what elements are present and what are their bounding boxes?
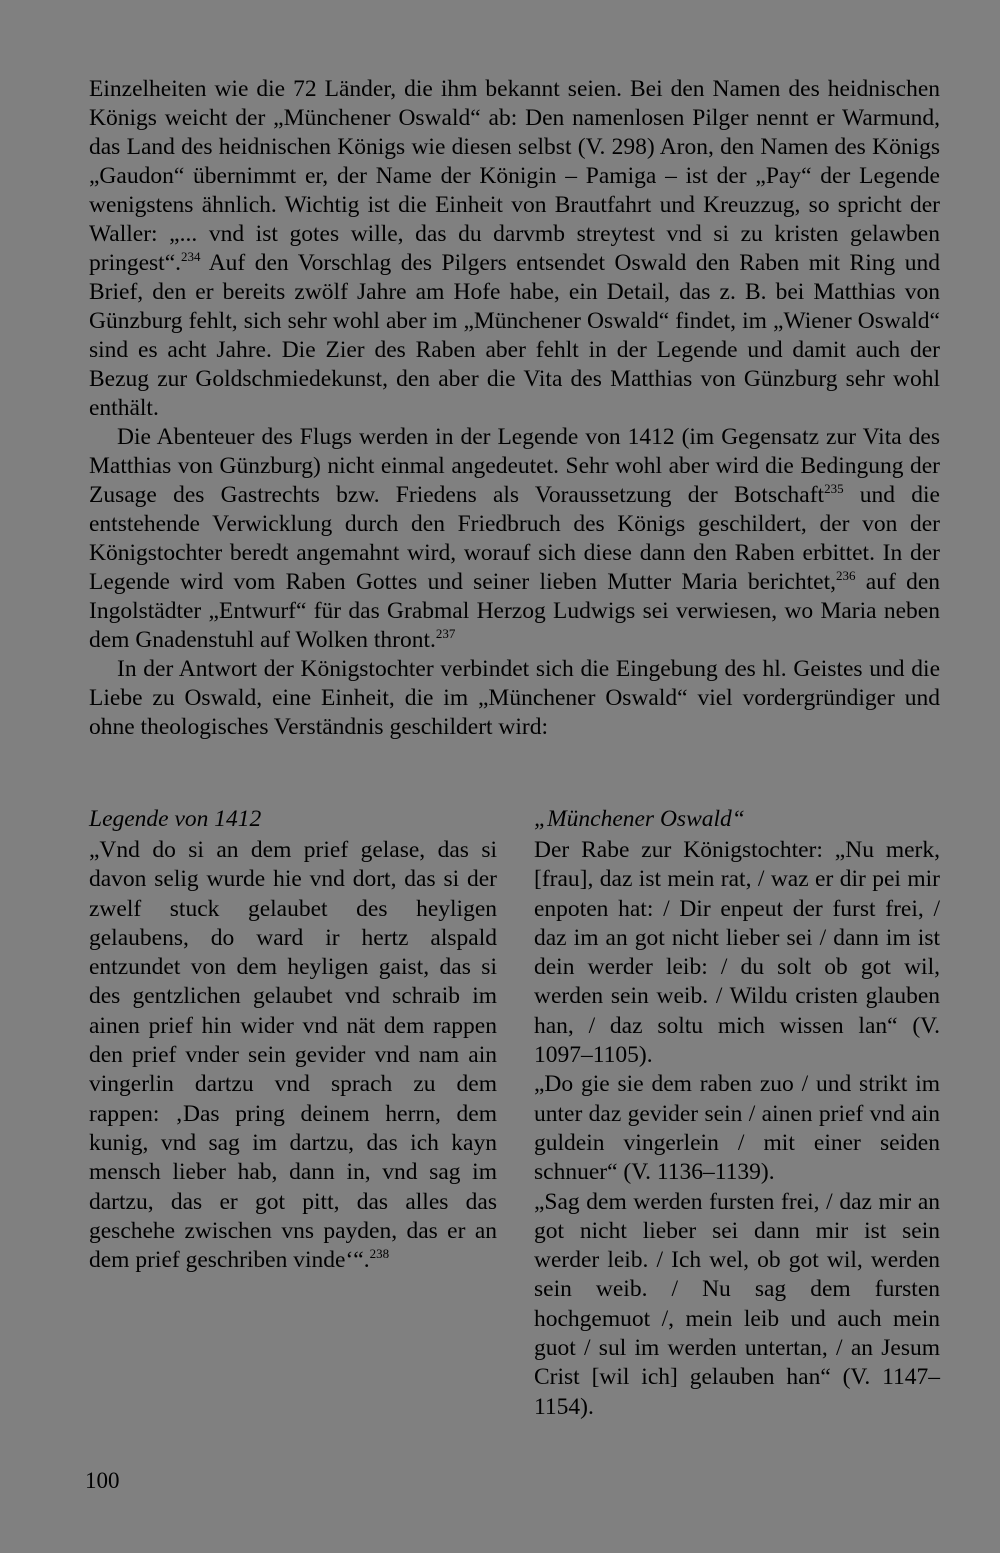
main-body-text [89,75,940,742]
paragraph-1-continued: Auf den Vorschlag des Pilgers entsendet Oswald den Raben mit Ring und Brief, den er bereits zwölf Jahre am Hofe habe, ein Detail, das z. B. bei Matthias von Günzburg fehlt, sich sehr wohl aber im „Münchener Oswald“ findet, im „Wiener Oswald“ sind es acht Jahre. Die Zier des Raben aber fehlt in der Legende und damit auch der Bezug zur Goldschmiedekunst, den aber die Vita des Matthias von Günzburg sehr wohl enthält. [89,250,940,421]
footnote-ref-237: 237 [435,626,456,641]
page-number: 100 [85,1468,120,1493]
left-quote-text: „Vnd do si an dem prief gelase, das si davon selig wurde hie vnd dort, das si der zwelf stuck gelaubet des heyligen gelaubens, do ward ir hertz alspald entzundet von dem heyligen gaist, das si des gentzlichen gelaubet vnd schraib im ainen prief hin wider vnd nät dem rappen den prief vnder sein gevider vnd nam ain vingerlin dartzu vnd sprach zu dem rappen: ‚Das pring deinem herrn, dem kunig, vnd sag im dartzu, das ich kayn mensch lieber hab, dann in, vnd sag im dartzu, das er got pitt, das alles das geschehe zwischen vns payden, das er an dem prief geschriben vinde‘“. [89,837,497,1274]
left-column-quote [89,836,497,1275]
right-column-quote-3: „Sag dem werden fursten frei, / daz mir an got nicht lieber sei dann mir ist sein werder leib. / Ich wel, ob got wil, werden sein weib. / Nu sag dem fursten hochgemuot /, mein leib und auch mein guot / sul im werden untertan, / an Jesum Crist [wil ich] gelauben han“ (V. 1147–1154). [534,1188,940,1420]
right-column-quote-1: Der Rabe zur Königstochter: „Nu merk, [frau], daz ist mein rat, / waz er dir pei mir enpoten hat: / Dir enpeut der furst frei, / daz im an got nicht lieber sei / dann im ist dein werder leib: / du solt ob got wil, werden sein weib. / Wildu cristen glauben han, / daz soltu mich wissen lan“ (V. 1097–1105). [534,837,940,1069]
footnote-ref-238: 238 [369,1246,390,1262]
paragraph-2-text-c: auf den Ingolstädter „Entwurf“ für das Grabmal Herzog Ludwigs sei verwiesen, wo Maria neben dem Gnadenstuhl auf Wolken thront. [89,569,941,653]
right-column-quote-2: „Do gie sie dem raben zuo / und strikt im unter daz gevider sein / ainen prief vnd ain guldein vingerlein / mit einer seiden schnuer“ (V. 1136–1139). [534,1071,940,1186]
paragraph-1-text: Einzelheiten wie die 72 Länder, die ihm bekannt seien. Bei den Namen des heidnischen Königs weicht der „Münchener Oswald“ ab: Den namenlosen Pilger nennt er Warmund, das Land des heidnischen Königs wie diesen selbst (V. 298) Aron, den Namen des Königs „Gaudon“ übernimmt er, der Name der Königin – Pamiga – ist der „Pay“ der Legende wenigstens ähnlich. Wichtig ist die Einheit von Brautfahrt und Kreuzzug, so spricht der Waller: „... vnd ist gotes wille, das du darvmb streytest vnd si zu kristen gelawben pringest“. [89,76,940,276]
paragraph-2-text-a: Die Abenteuer des Flugs werden in der Legende von 1412 (im Gegensatz zur Vita des Matthias von Günzburg) nicht einmal angedeutet. Sehr wohl aber wird die Bedingung der Zusage des Gastrechts bzw. Friedens als Voraussetzung der Botschaft [89,424,940,508]
footnote-ref-235: 235 [824,481,844,496]
right-column-muenchener-oswald [534,805,940,1422]
paragraph-2-text-b: und die entstehende Verwicklung durch den Friedbruch des Königs geschildert, der von der Königstochter beredt angemahnt wird, worauf sich diese dann den Raben erbittet. In der Legende wird vom Raben Gottes und seiner lieben Mutter Maria berichtet, [89,482,940,595]
right-column-heading: „Münchener Oswald“ [534,806,745,832]
paragraph-1 [89,75,940,423]
left-column-legende [89,805,497,1275]
paragraph-3: In der Antwort der Königstochter verbindet sich die Eingebung des hl. Geistes und die Liebe zu Oswald, eine Einheit, die im „Münchener Oswald“ viel vordergründiger und ohne theologisches Verständnis geschildert wird: [89,656,940,740]
paragraph-2 [89,423,940,655]
left-column-heading: Legende von 1412 [89,806,262,832]
footnote-ref-236: 236 [835,568,856,583]
footnote-ref-234: 234 [181,249,201,264]
